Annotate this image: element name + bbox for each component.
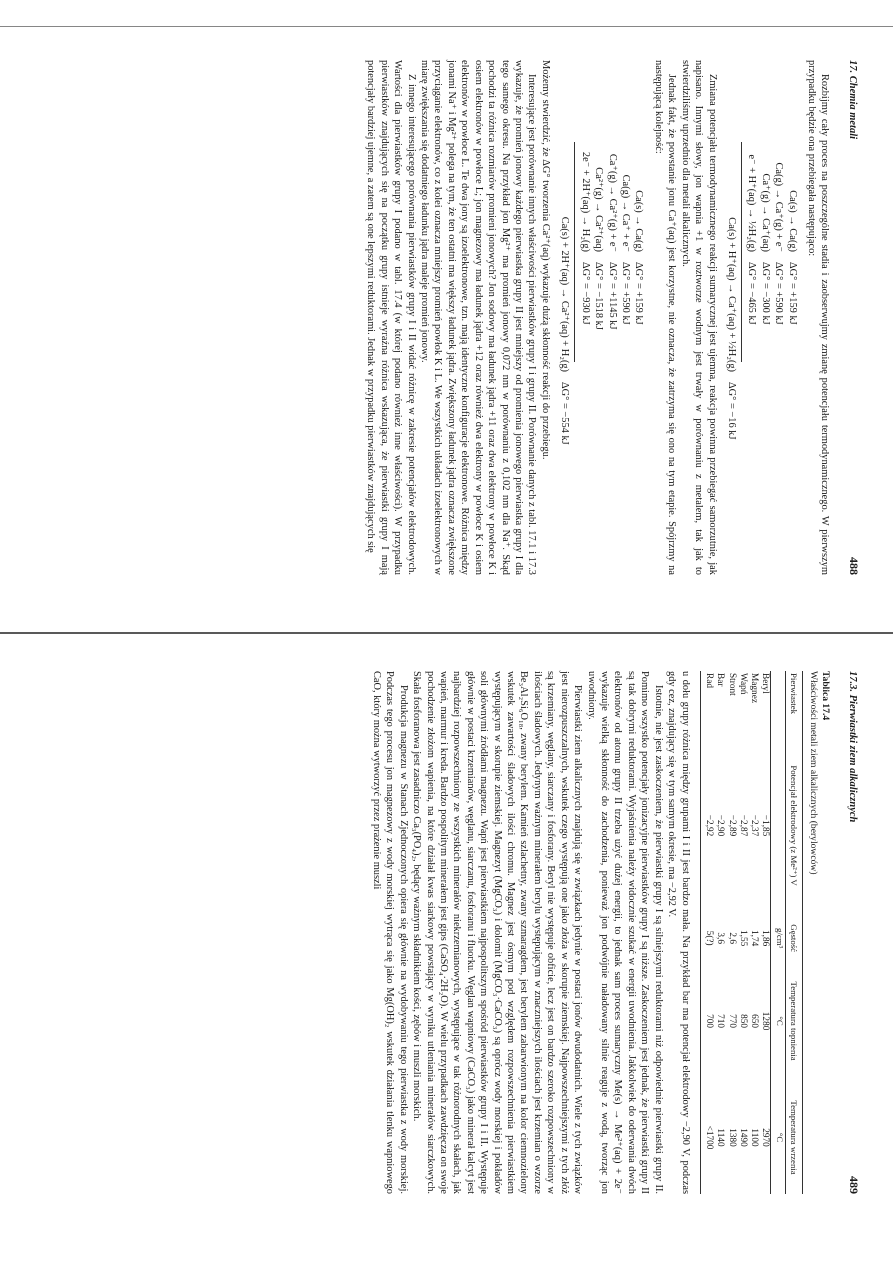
equation-row	[592, 82, 605, 575]
equation: Ca(g) → Ca⁺(g) + e⁻	[773, 162, 785, 252]
table-cell: 1140	[715, 1128, 726, 1147]
equation: Ca(s) → Ca(g)	[786, 190, 798, 252]
equation: 2e⁻ + 2H⁺(aq) → H₂(g)	[579, 151, 591, 252]
equation-row	[578, 82, 591, 575]
equation-row	[772, 82, 785, 575]
table-cell: 5(?)	[700, 915, 714, 961]
table-cell: 1280	[760, 1011, 771, 1031]
chapter-header: 17.3. Pierwiastki ziem alkalicznych	[847, 671, 858, 823]
table-cell: 650	[749, 1014, 760, 1029]
equation-block-2	[558, 82, 646, 575]
table-cell: 1380	[726, 1128, 737, 1147]
paragraph: Zmiana potencjału termodynamicznego reakcji sumarycznej jest ujemna, reakcja powinna przebiegać samorzutnie, jak napisano. Innymi słowy, jon wapnia +1 w roztworze wodnym jest trwały w porównaniu z metalem, tak jak to stwierdziliśmy uprzednio dla metali alkalicznych.	[679, 60, 718, 575]
page-number: 489	[847, 1176, 861, 1194]
paragraph: u dołu grupy różnica między grupami I i II jest bardzo mała. Na przykład bar ma potencjał elektrodowy −2,90 V, podczas gdy cez, znajdujący się w tym samym okresie, ma −2,92 V.	[666, 671, 691, 1194]
table-caption	[807, 671, 832, 1194]
equation: Ca⁺(g) → Ca²⁺(g) + e⁻	[606, 153, 618, 252]
equation: Ca⁺(g) → Ca⁺(aq)	[759, 173, 771, 252]
equation-row	[758, 82, 771, 575]
table-row	[725, 671, 736, 1194]
properties-table	[700, 671, 803, 1194]
table-header-row	[785, 671, 802, 1194]
table-label: Tablica 17.4	[820, 671, 832, 721]
gibbs-energy-sum: ΔG° = −554 kJ	[559, 382, 571, 445]
table-cell: −2,37	[749, 814, 760, 837]
equation-row	[619, 82, 632, 575]
paragraph: Z innego interesującego porównania pierwiastków grupy I i II widać różnicę w zakresie potencjałów elektrodowych. Wartości dla pierwiastków grupy I podano w tabl. 17.4 (w której podano również inne właściwości). W przypadku pierwiastków znajdujących się na początku grupy istnieje wyraźna różnica wskazująca, że pierwiastki grupy I mają potencjały bardziej ujemne, a zatem są one lepszymi reduktorami. Jednak w przypadku pierwiastków znajdujących się	[365, 60, 417, 575]
table-cell: −2,89	[726, 814, 737, 837]
table-cell: Wapń	[737, 673, 748, 695]
column-unit: °C	[771, 1081, 785, 1194]
page-489	[0, 631, 893, 1262]
table-cell: Rad	[700, 671, 714, 736]
column-unit	[771, 671, 785, 736]
table-cell: −1,85	[760, 814, 771, 837]
column-header: Pierwiastek	[785, 671, 802, 736]
gibbs-energy: ΔG° = −465 kJ	[746, 262, 758, 325]
table-row	[714, 671, 725, 1194]
equation-row-sum	[725, 82, 738, 575]
table-cell: −2,92	[700, 736, 714, 915]
table-cell: Beryl	[760, 673, 771, 694]
equation-row	[785, 82, 798, 575]
table-row	[748, 671, 759, 1194]
gibbs-energy: ΔG° = +1145 kJ	[606, 262, 618, 330]
table-title: Właściwości metali ziem alkalicznych (berylowców)	[808, 671, 820, 875]
sum-rule	[574, 142, 575, 362]
gibbs-energy: ΔG° = −300 kJ	[759, 262, 771, 325]
running-head-left	[845, 60, 861, 575]
chapter-header: 17. Chemia metali	[847, 60, 858, 140]
equation: e⁻ + H⁺(aq) → ½H₂(g)	[746, 154, 758, 252]
table-cell: Magnez	[749, 673, 760, 703]
equation-row	[632, 82, 645, 575]
table-cell: Stront	[726, 673, 737, 696]
gibbs-energy-sum: ΔG° = −16 kJ	[725, 382, 737, 440]
paragraph: Jednak fakt, że powstanie jonu Ca⁺(aq) jest korzystne, nie oznacza, że zatrzyma się ono na tym etapie. Spójrzmy na następującą kolejność:	[652, 60, 678, 575]
table-row	[737, 671, 748, 1194]
gibbs-energy: ΔG° = +159 kJ	[633, 262, 645, 325]
paragraph: Istotnie, nie jest zaskoczeniem, że pierwiastki grupy I są silniejszymi reduktorami niż odpowiednie pierwiastki grupy II. Pomimo wszystko potencjały jonizacyjne pierwiastków grupy I są niższe. Zaskoczeniem jest jednak, że pierwiastki grupy II są tak dobrymi reduktorami. Wyjaśnienia należy widocznie szukać w energii uwodnienia. Jakkolwiek do oderwania dwóch elektronów od atomu grupy II trzeba użyć dużej energii, to jednak sam proces sumaryczny Me(s) → Me²⁺(aq) + 2e⁻ wykazuje wielką skłonność do zachodzenia, ponieważ jon podwójnie naładowany silnie reaguje z wodą, tworząc jon uwodniony.	[585, 671, 664, 1194]
column-header: Temperatura topnienia	[785, 961, 802, 1081]
table-row	[700, 671, 714, 1194]
table-cell: 1,86	[760, 930, 771, 947]
equation-sum: Ca(s) + 2H⁺(aq) → Ca²⁺(aq) + H₂(g)	[559, 216, 571, 372]
table-cell: <1700	[700, 1081, 714, 1194]
equation-row	[745, 82, 758, 575]
column-header: Potencjał elektrodowy (z Me²⁺) V	[785, 736, 802, 915]
equation: Ca(g) → Ca⁺ + e⁻	[619, 174, 631, 252]
table-cell: 850	[737, 1014, 748, 1029]
column-unit: °C	[771, 961, 785, 1081]
gibbs-energy: ΔG° = −1518 kJ	[593, 262, 605, 330]
equation: Ca²⁺(g) → Ca²⁺(aq)	[593, 167, 605, 252]
column-unit	[771, 736, 785, 915]
gibbs-energy: ΔG° = −930 kJ	[579, 262, 591, 325]
paragraph: Rozbijmy cały proces na poszczególne stadia i zaobserwujmy zmianę potencjału termodynamicznego. W pierwszym przypadku będzie ona przebiegała następująco:	[806, 60, 831, 575]
table-cell: 1490	[737, 1128, 748, 1147]
column-header: Temperatura wrzenia	[785, 1081, 802, 1194]
gibbs-energy: ΔG° = +159 kJ	[786, 262, 798, 325]
table-cell: 2,6	[726, 932, 737, 944]
table-cell: Bar	[715, 673, 726, 687]
table-cell: 1,55	[737, 930, 748, 947]
table-cell: 2970	[760, 1128, 771, 1147]
column-header: Gęstość	[785, 915, 802, 961]
paragraph: Interesujące jest porównanie innych właściwości pierwiastków grupy I i grupy II. Porównanie danych z tabl. 17.1 i 17.3 wykazuje, że promień jonowy każdego pierwiastka grupy II jest mniejszy od promienia jonowego pierwiastka grupy I dla tego samego okresu. Na przykład jon Mg²⁺ ma promień jonowy 0,072 nm w porównaniu z 0,102 nm dla Na⁺. Skąd pochodzi ta różnica rozmiarów promieni jonowych? Jon sodowy ma ładunek jądra +11 oraz dwa elektrony w powłoce K i osiem elektronów w powłoce L; jon magnezowy ma ładunek jądra +12 oraz również dwa elektrony w powłoce K i osiem elektronów w powłoce L. Te dwa jony są izoelektronowe, tzn. mają identyczne konfiguracje elektronowe. Różnica między jonami Na⁺ i Mg²⁺ polega na tym, że ten ostatni ma większy ładunek jądra. Zwiększony ładunek jądra oznacza zwiększone przyciąganie elektronów, co z kolei oznacza mniejszy promień powłok K i L. We wszystkich układach izoelektronowych w miarę zwiększania się dodatniego ładunku jądra maleje promień jonowy.	[419, 60, 538, 575]
equation-sum: Ca(s) + H⁺(aq) → Ca⁺(aq) + ½H₂(g)	[725, 217, 737, 372]
page-number: 488	[847, 557, 861, 575]
equation-row-sum	[558, 82, 571, 575]
table-unit-row	[771, 671, 785, 1194]
gibbs-energy: ΔG° = +590 kJ	[773, 262, 785, 325]
table-cell: −2,90	[715, 814, 726, 837]
table-cell: 700	[700, 961, 714, 1081]
column-unit: g/cm³	[771, 915, 785, 961]
sum-rule	[741, 142, 742, 362]
equation-block-1	[725, 82, 799, 575]
equation: Ca(s) → Ca(g)	[633, 190, 645, 252]
table-cell: 710	[715, 1014, 726, 1029]
table-cell: 3,6	[715, 932, 726, 944]
paragraph: Produkcja magnezu w Stanach Zjednoczonych opiera się głównie na wydobywaniu tego pierwiastka z wody morskiej. Podczas tego procesu jon magnezowy z wody morskiej wytrąca się jako Mg(OH)₂ wskutek działania tlenku wapniowego CaO, który można wytworzyć przez prażenie muszli	[370, 671, 409, 1194]
table-cell: 1100	[749, 1128, 760, 1147]
table-cell: 1,74	[749, 930, 760, 947]
table-row	[759, 671, 771, 1194]
running-head-right	[845, 671, 861, 1194]
table-cell: −2,87	[737, 814, 748, 837]
paragraph: Pierwiastki ziem alkalicznych znajdują się w związkach jedynie w postaci jonów dwudodatnich. Wiele z tych związków jest nierozpuszczalnych, wskutek czego występują one jako złoża w skorupie ziemskiej. Najpowszechniejszymi z tych złóż są krzemiany, węglany, siarczany i fosforany. Beryl nie występuje obficie, lecz jest on bardzo szeroko rozpowszechniony w ilościach śladowych. Jedynym ważnym minerałem berylu występującym w znaczniejszych ilościach jest krzemian o wzorze Be₃Al₂Si₆O₁₈, zwany berylem. Kamień szlachetny, zwany szmaragdem, jest berylem zabarwionym na kolor ciemnozielony wskutek zawartości śladowych ilości chromu. Magnez jest ósmym pod względem rozpowszechnienia pierwiastkiem występującym w skorupie ziemskiej. Magnezyt (MgCO₃) i dolomit (MgCO₃·CaCO₃) są oprócz wody morskiej i pokładów soli głównymi źródłami magnezu. Wapń jest pierwiastkiem najpospolitszym spośród pierwiastków grupy I i II. Występuje głównie w postaci krzemianów, węglanu, siarczanu, fosforanu i fluorku. Węglan wapniowy (CaCO₃) jako minerał kalcyt jest najbardziej rozpowszechniony ze wszystkich minerałów niekrzemianowych, występujące w tak różnorodnych skałach, jak wapień, marmur i kreda. Bardzo pospolitym minerałem jest gips (CaSO₄·2H₂O). W wielu przypadkach zawdzięcza on swoje pochodzenie złożom wapienia, na które działał kwas siarkowy powstający w wyniku utleniania minerałów siarczkowych. Skała fosforanowa jest zasadniczo Ca₃(PO₄)₂, będący ważnym składnikiem kości, zębów i muszli morskich.	[411, 671, 584, 1194]
table-cell: 770	[726, 1014, 737, 1029]
gibbs-energy: ΔG° = +590 kJ	[619, 262, 631, 325]
equation-row	[605, 82, 618, 575]
paragraph: Możemy stwierdzić, że ΔG° tworzenia Ca²⁺(aq) wykazuje dużą skłonność reakcji do przebiegu.	[539, 60, 551, 460]
